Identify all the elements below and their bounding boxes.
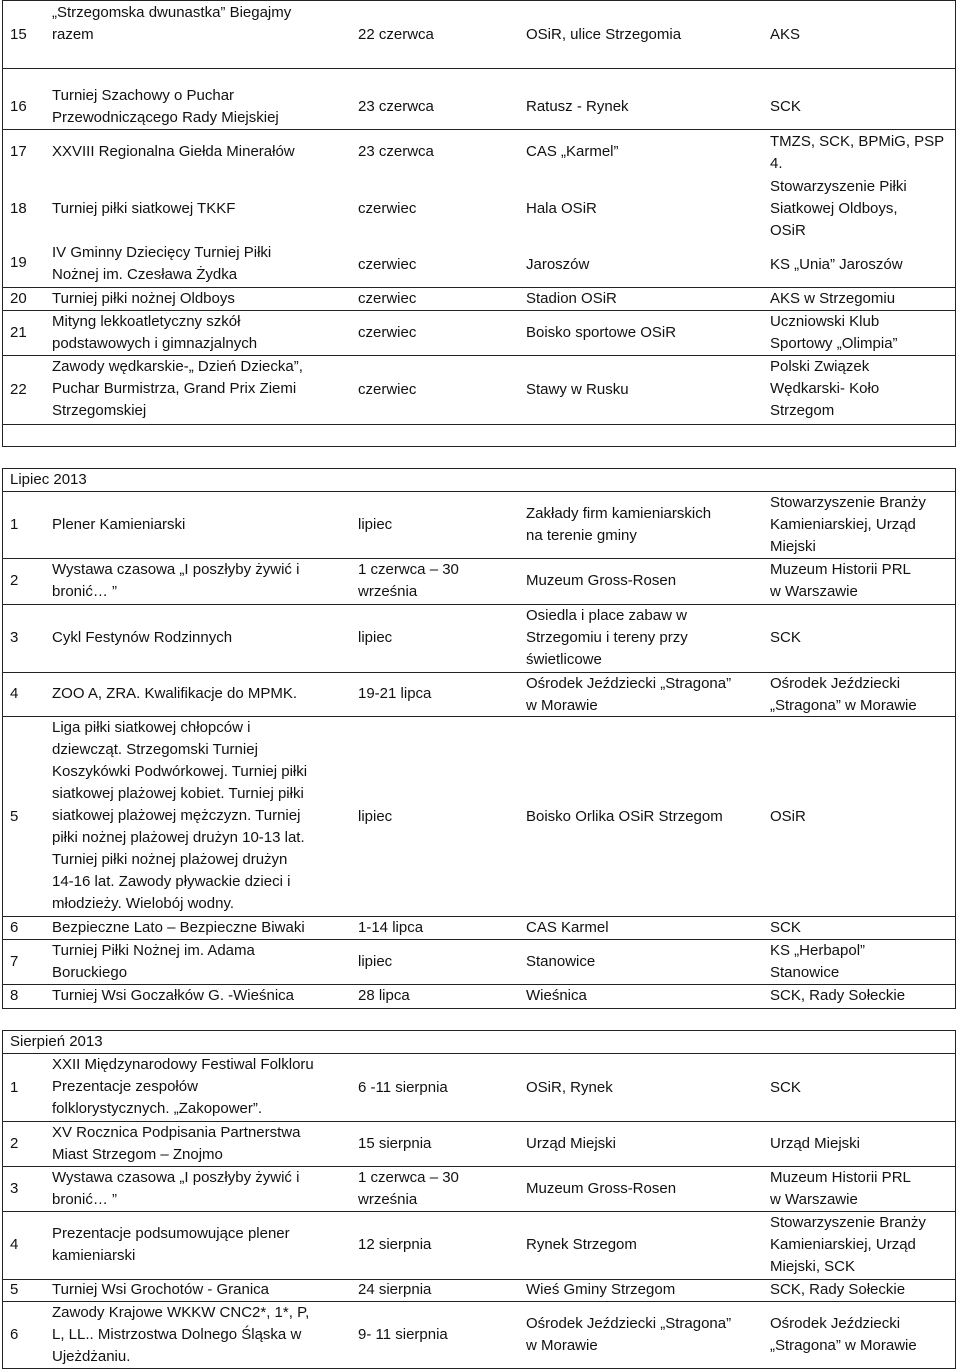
event-name: Cykl Festynów Rodzinnych <box>52 629 233 646</box>
event-organizer: TMZS, SCK, BPMiG, PSP 4. <box>770 133 945 172</box>
table-row-num: 4 <box>10 1236 19 1253</box>
event-date: 23 czerwca <box>358 98 434 115</box>
event-date: czerwiec <box>358 324 417 341</box>
event-place: Hala OSiR <box>526 200 597 217</box>
event-organizer: Ośrodek Jeździecki „Stragona” w Morawie <box>770 675 917 714</box>
event-date: czerwiec <box>358 290 417 307</box>
event-name: IV Gminny Dziecięcy Turniej Piłki Nożnej im. Czesława Żydka <box>52 244 272 283</box>
event-date: 22 czerwca <box>358 26 434 43</box>
event-name: ZOO A, ZRA. Kwalifikacje do MPMK. <box>52 685 298 702</box>
table-row-num: 18 <box>10 200 27 217</box>
table-row-num: 4 <box>10 685 19 702</box>
table-row-num: 5 <box>10 808 19 825</box>
event-place: OSiR, Rynek <box>526 1079 613 1096</box>
event-place: OSiR, ulice Strzegomia <box>526 26 682 43</box>
event-place: Stawy w Rusku <box>526 381 629 398</box>
event-organizer: SCK, Rady Sołeckie <box>770 1281 906 1298</box>
event-date: czerwiec <box>358 381 417 398</box>
event-date: 19-21 lipca <box>358 685 432 702</box>
event-name: Plener Kamieniarski <box>52 516 186 533</box>
event-organizer: Muzeum Historii PRL w Warszawie <box>770 561 911 600</box>
table-row-num: 8 <box>10 987 19 1004</box>
event-name: Bezpieczne Lato – Bezpieczne Biwaki <box>52 919 305 936</box>
event-organizer: Ośrodek Jeździecki „Stragona” w Morawie <box>770 1315 917 1354</box>
event-place: CAS „Karmel” <box>526 143 619 160</box>
table-row-num: 19 <box>10 254 27 271</box>
table-row-num: 2 <box>10 1135 19 1152</box>
event-organizer: Stowarzyszenie Branży Kamieniarskiej, Urząd Miejski <box>770 494 926 555</box>
event-organizer: SCK <box>770 919 801 936</box>
event-place: Boisko sportowe OSiR <box>526 324 677 341</box>
event-name: Prezentacje podsumowujące plener kamieniarski <box>52 1225 290 1264</box>
event-name: Zawody wędkarskie-„ Dzień Dziecka”, Puchar Burmistrza, Grand Prix Ziemi Strzegomskiej <box>52 358 303 419</box>
event-name: Liga piłki siatkowej chłopców i dziewcząt. Strzegomski Turniej Koszykówki Podwórkowej. Turniej piłki siatkowej plażowej kobiet. Turniej piłki siatkowej plażowej mężczyzn. Turniej piłki nożnej plażowej drużyn 10-13 lat. Turniej piłki nożnej plażowej drużyn 14-16 lat. Zawody pływackie dzieci i młodzieży. Wielobój wodny. <box>52 719 308 912</box>
table-row-num: 21 <box>10 324 27 341</box>
event-name: XXII Międzynarodowy Festiwal Folkloru Prezentacje zespołów folklorystycznych. „Zakopower”. <box>52 1056 314 1117</box>
table-row-num: 1 <box>10 1079 19 1096</box>
event-organizer: Stowarzyszenie Piłki Siatkowej Oldboys, OSiR <box>770 178 907 239</box>
event-date: 9- 11 sierpnia <box>358 1326 448 1343</box>
event-date: 1 czerwca – 30 września <box>358 1169 459 1208</box>
table-row-num: 16 <box>10 98 27 115</box>
table-row-num: 1 <box>10 516 19 533</box>
event-place: Ośrodek Jeździecki „Stragona” w Morawie <box>526 1315 732 1354</box>
event-date: 6 -11 sierpnia <box>358 1079 448 1096</box>
event-name: Turniej Wsi Goczałków G. -Wieśnica <box>52 987 294 1004</box>
event-place: CAS Karmel <box>526 919 609 936</box>
event-organizer: OSiR <box>770 808 806 825</box>
event-place: Boisko Orlika OSiR Strzegom <box>526 808 723 825</box>
event-organizer: Stowarzyszenie Branży Kamieniarskiej, Urząd Miejski, SCK <box>770 1214 926 1275</box>
table-row-num: 5 <box>10 1281 19 1298</box>
event-name: „Strzegomska dwunastka” Biegajmy razem <box>52 4 292 43</box>
event-name: Wystawa czasowa „I poszłyby żywić i bronić… ” <box>52 561 300 600</box>
event-organizer: Uczniowski Klub Sportowy „Olimpia” <box>770 313 898 352</box>
event-place: Jaroszów <box>526 256 590 273</box>
table-row-num: 3 <box>10 629 19 646</box>
event-date: 24 sierpnia <box>358 1281 432 1298</box>
table-row-num: 7 <box>10 953 19 970</box>
event-date: 1-14 lipca <box>358 919 424 936</box>
event-date: 28 lipca <box>358 987 410 1004</box>
event-name: Turniej piłki nożnej Oldboys <box>52 290 235 307</box>
event-date: lipiec <box>358 808 393 825</box>
table-row-num: 17 <box>10 143 27 160</box>
event-organizer: KS „Herbapol” Stanowice <box>770 942 866 981</box>
event-name: Mityng lekkoatletyczny szkół podstawowych i gimnazjalnych <box>52 313 258 352</box>
event-organizer: Polski Związek Wędkarski- Koło Strzegom <box>770 358 880 419</box>
event-date: 15 sierpnia <box>358 1135 432 1152</box>
event-name: Turniej piłki siatkowej TKKF <box>52 200 236 217</box>
event-date: czerwiec <box>358 256 417 273</box>
table-row-num: 6 <box>10 1326 19 1343</box>
event-name: Zawody Krajowe WKKW CNC2*, 1*, P, L, LL.. Mistrzostwa Dolnego Śląska w Ujeżdżaniu. <box>52 1304 310 1365</box>
event-date: lipiec <box>358 953 393 970</box>
event-organizer: Urząd Miejski <box>770 1135 861 1152</box>
table-row-num: 22 <box>10 381 27 398</box>
event-organizer: SCK <box>770 629 801 646</box>
event-place: Urząd Miejski <box>526 1135 617 1152</box>
table-row-num: 3 <box>10 1180 19 1197</box>
table-row-num: 2 <box>10 572 19 589</box>
event-name: Turniej Wsi Grochotów - Granica <box>52 1281 270 1298</box>
event-place: Stanowice <box>526 953 596 970</box>
event-date: 12 sierpnia <box>358 1236 432 1253</box>
event-date: czerwiec <box>358 200 417 217</box>
event-name: XXVIII Regionalna Giełda Minerałów <box>52 143 295 160</box>
event-organizer: AKS w Strzegomiu <box>770 290 896 307</box>
event-organizer: SCK, Rady Sołeckie <box>770 987 906 1004</box>
event-place: Osiedla i place zabaw w Strzegomiu i tereny przy świetlicowe <box>526 607 688 668</box>
event-organizer: AKS <box>770 26 801 43</box>
event-place: Wieś Gminy Strzegom <box>526 1281 676 1298</box>
event-date: lipiec <box>358 516 393 533</box>
table-row-num: 20 <box>10 290 27 307</box>
event-place: Ratusz - Rynek <box>526 98 629 115</box>
event-organizer: KS „Unia” Jaroszów <box>770 256 903 273</box>
event-date: 1 czerwca – 30 września <box>358 561 459 600</box>
month-header-july: Lipiec 2013 <box>10 471 87 488</box>
event-place: Rynek Strzegom <box>526 1236 637 1253</box>
event-place: Wieśnica <box>526 987 587 1004</box>
event-name: Turniej Piłki Nożnej im. Adama Boruckiego <box>52 942 255 981</box>
event-name: Wystawa czasowa „I poszłyby żywić i bronić… ” <box>52 1169 300 1208</box>
event-organizer: SCK <box>770 98 801 115</box>
event-place: Zakłady firm kamieniarskich na terenie gminy <box>526 505 712 544</box>
event-name: Turniej Szachowy o Puchar Przewodniczącego Rady Miejskiej <box>52 87 279 126</box>
event-name: XV Rocznica Podpisania Partnerstwa Miast Strzegom – Znojmo <box>52 1124 301 1163</box>
event-place: Ośrodek Jeździecki „Stragona” w Morawie <box>526 675 732 714</box>
event-place: Stadion OSiR <box>526 290 617 307</box>
table-row-num: 15 <box>10 26 27 43</box>
event-place: Muzeum Gross-Rosen <box>526 1180 677 1197</box>
event-organizer: SCK <box>770 1079 801 1096</box>
event-organizer: Muzeum Historii PRL w Warszawie <box>770 1169 911 1208</box>
table-row-num: 6 <box>10 919 19 936</box>
event-date: 23 czerwca <box>358 143 434 160</box>
event-place: Muzeum Gross-Rosen <box>526 572 677 589</box>
month-header-august: Sierpień 2013 <box>10 1033 103 1050</box>
event-date: lipiec <box>358 629 393 646</box>
